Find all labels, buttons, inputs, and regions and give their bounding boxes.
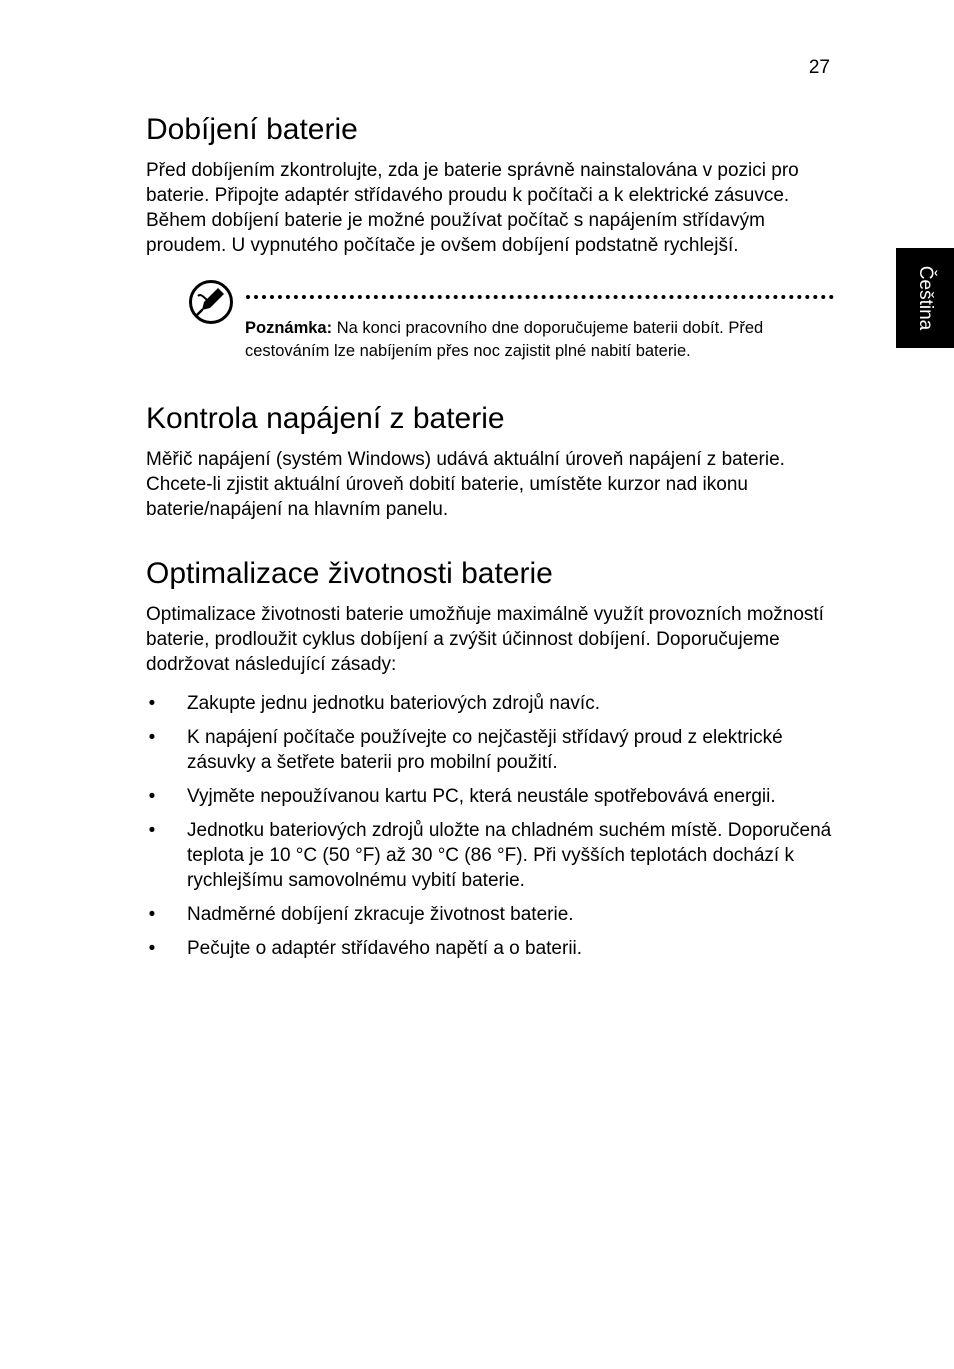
page-content xyxy=(146,112,836,970)
list-item xyxy=(146,784,836,809)
list-item xyxy=(146,936,836,961)
note-body: Na konci pracovního dne doporučujeme baterii dobít. Před cestováním lze nabíjením přes noc zajistit plné nabití baterie. xyxy=(245,319,764,360)
note-pen-icon xyxy=(188,279,234,325)
list-item-text: Zakupte jednu jednotku bateriových zdrojů navíc. xyxy=(187,693,600,714)
section-body-charging: Před dobíjením zkontrolujte, zda je baterie správně nainstalována v pozici pro baterie. Připojte adaptér střídavého proudu k počítači a k elektrické zásuvce. Během dobíjení baterie je možné používat počítač s napájením střídavým proudem. U vypnutého počítače je ovšem dobíjení podstatně rychlejší. xyxy=(146,160,799,256)
bullet-icon: • xyxy=(148,904,156,925)
list-item-text: Vyjměte nepoužívanou kartu PC, která neustále spotřebovává energii. xyxy=(187,786,776,807)
section-body-battery-check: Měřič napájení (systém Windows) udává aktuální úroveň napájení z baterie. Chcete-li zjistit aktuální úroveň dobití baterie, umístěte kurzor nad ikonu baterie/napájení na hlavním panelu. xyxy=(146,449,785,520)
section-heading-battery-check: Kontrola napájení z baterie xyxy=(146,402,505,435)
list-item-text: Jednotku bateriových zdrojů uložte na chladném suchém místě. Doporučená teplota je 10 °C (50 °F) až 30 °C (86 °F). Při vyšších teplotách dochází k rychlejšímu samovolnému vybití baterie. xyxy=(187,820,832,891)
list-item xyxy=(146,725,836,775)
note-dotted-divider xyxy=(246,295,834,299)
bullet-icon: • xyxy=(148,786,156,807)
list-item xyxy=(146,818,836,893)
page-number: 27 xyxy=(808,57,830,78)
list-item xyxy=(146,902,836,927)
section-heading-charging: Dobíjení baterie xyxy=(146,113,358,146)
tips-list xyxy=(146,691,836,961)
list-item-text: Nadměrné dobíjení zkracuje životnost baterie. xyxy=(187,904,574,925)
bullet-icon: • xyxy=(148,727,156,748)
language-tab xyxy=(896,248,954,348)
section-battery-check xyxy=(146,401,836,522)
note-text xyxy=(245,317,845,363)
section-heading-optimization: Optimalizace životnosti baterie xyxy=(146,557,553,590)
bullet-icon: • xyxy=(148,938,156,959)
note-label: Poznámka: xyxy=(245,319,333,337)
note-box xyxy=(188,279,836,373)
bullet-icon: • xyxy=(148,820,156,841)
bullet-icon: • xyxy=(148,693,156,714)
section-body-optimization: Optimalizace životnosti baterie umožňuje maximálně využít provozních možností baterie, prodloužit cyklus dobíjení a zvýšit účinnost dobíjení. Doporučujeme dodržovat následující zásady: xyxy=(146,604,824,675)
list-item xyxy=(146,691,836,716)
language-tab-label: Čeština xyxy=(915,265,937,331)
section-battery-optimization xyxy=(146,556,836,961)
list-item-text: K napájení počítače používejte co nejčastěji střídavý proud z elektrické zásuvky a šetřete baterii pro mobilní použití. xyxy=(187,727,783,773)
list-item-text: Pečujte o adaptér střídavého napětí a o baterii. xyxy=(187,938,583,959)
